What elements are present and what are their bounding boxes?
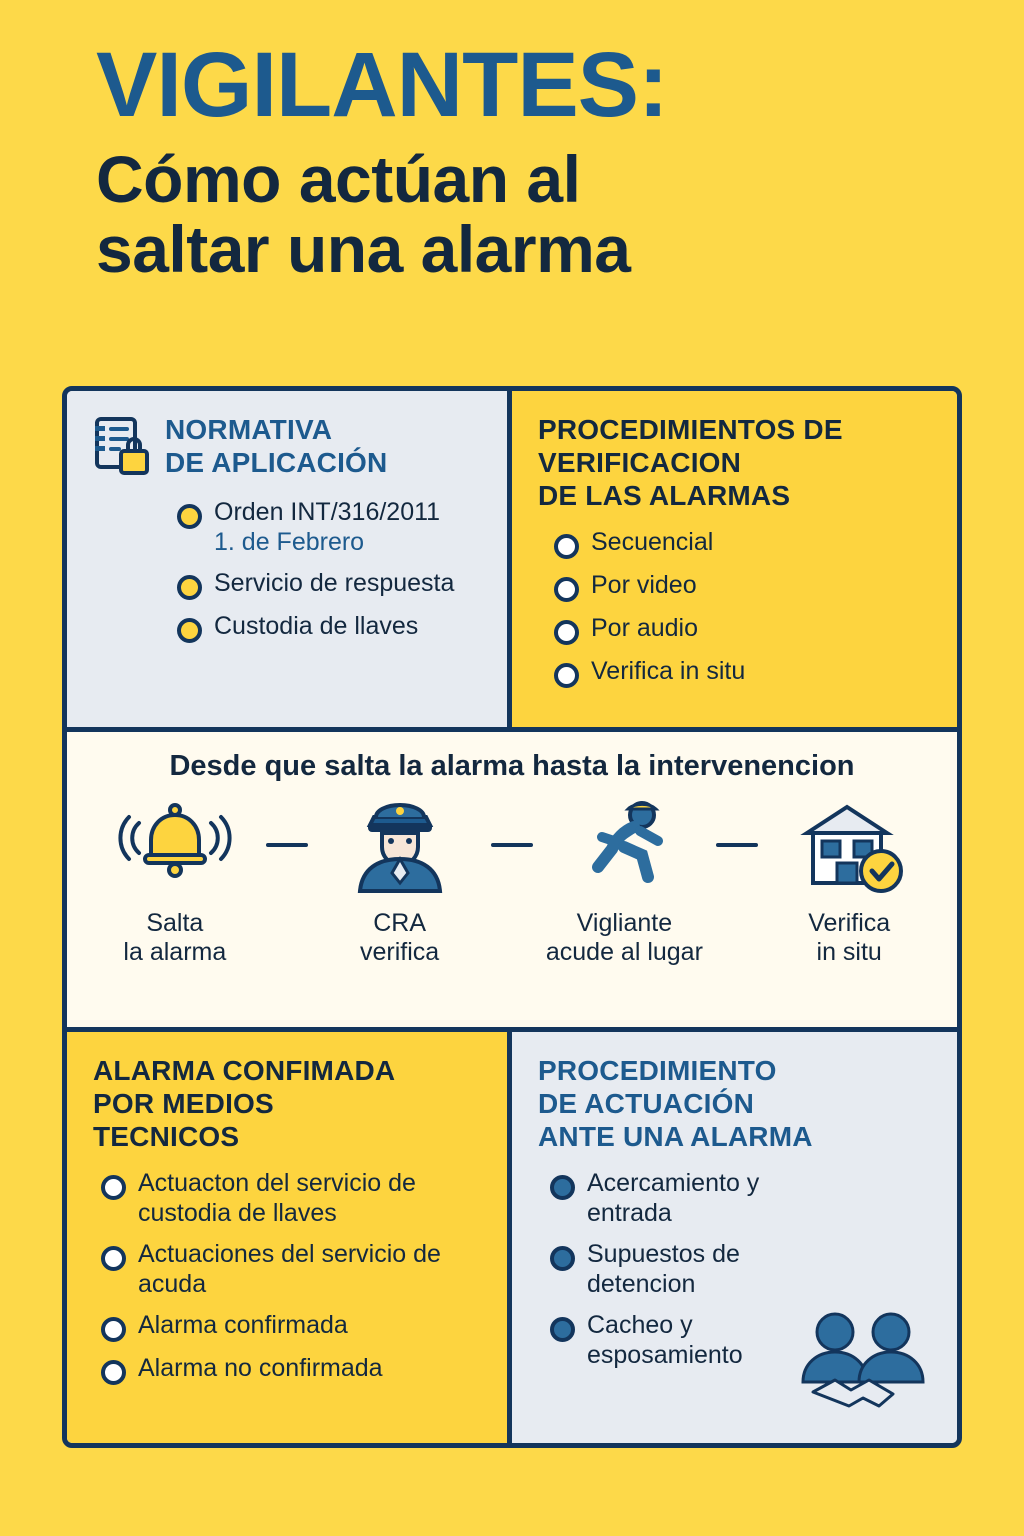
section-actuacion-title-line3: ANTE UNA ALARMA: [538, 1121, 813, 1153]
flow-step-label: [537, 909, 713, 967]
list-item-label: Servicio de respuesta: [214, 569, 455, 597]
list-item-sublabel: 1. de Febrero: [214, 527, 365, 556]
list-item: [177, 569, 481, 600]
bullet-icon: [550, 1175, 575, 1200]
bullet-icon: [101, 1360, 126, 1385]
alarm-bell-icon: [87, 793, 263, 897]
flow-step-label-line1: Verifica: [808, 909, 891, 937]
bullet-icon: [101, 1175, 126, 1200]
page-subtitle-line2: saltar una alarma: [96, 211, 631, 286]
list-item: [554, 614, 931, 645]
flow-step-alarm: [87, 793, 263, 967]
section-actuacion-title: [538, 1054, 931, 1153]
section-normativa-title: [165, 413, 387, 479]
list-item: [177, 498, 481, 557]
bullet-icon: [177, 575, 202, 600]
bullet-icon: [177, 504, 202, 529]
flow-step-verify: [761, 793, 937, 967]
list-item-label: Verifica in situ: [591, 657, 746, 686]
flow-step-label: [87, 909, 263, 967]
bullet-icon: [101, 1317, 126, 1342]
flow-step-label-line2: acude al lugar: [545, 937, 703, 966]
list-item-label: Orden INT/316/2011: [214, 498, 441, 526]
section-actuacion-title-line2: DE ACTUACIÓN: [538, 1088, 755, 1120]
bullet-icon: [554, 534, 579, 559]
section-normativa-header: [93, 413, 481, 482]
flow-step-label-line2: la alarma: [123, 937, 227, 966]
flow-step-label-line1: CRA: [373, 909, 427, 937]
section-confirmada-list: [101, 1169, 481, 1385]
flow-title: Desde que salta la alarma hasta la intervenencion: [169, 750, 855, 782]
section-confirmada-title-line3: TECNICOS: [93, 1121, 240, 1153]
title-block: [0, 0, 1024, 284]
section-confirmada-title-line2: POR MEDIOS: [93, 1088, 274, 1120]
list-item-label: Alarma confirmada: [138, 1311, 348, 1340]
section-verificacion-title: [538, 413, 931, 512]
section-verificacion-title-line3: DE LAS ALARMAS: [538, 480, 791, 512]
page-title: VIGILANTES:: [96, 34, 668, 136]
document-lock-icon: [93, 415, 151, 482]
section-confirmada-title: [93, 1054, 481, 1153]
list-item-label: Actuacton del servicio de custodia de llaves: [138, 1169, 416, 1227]
info-panel: [62, 386, 962, 1448]
list-item-label: Cacheo y esposamiento: [587, 1311, 743, 1369]
flow-connector: [487, 793, 536, 897]
list-item: [550, 1169, 850, 1228]
list-item: [101, 1354, 481, 1385]
section-confirmada: [67, 1032, 512, 1443]
section-flow: [67, 732, 957, 1032]
list-item-label: Por audio: [591, 614, 699, 643]
section-verificacion-title-line2: VERIFICACION: [538, 447, 742, 479]
section-actuacion: [512, 1032, 957, 1443]
people-handshake-icon: [783, 1306, 943, 1421]
section-verificacion-list: [554, 528, 931, 688]
flow-step-label: [312, 909, 488, 967]
flow-step-label-line1: Salta: [146, 909, 204, 937]
flow-step-label: [761, 909, 937, 967]
flow-step-label-line2: verifica: [360, 937, 440, 966]
section-normativa-list: [177, 498, 481, 643]
list-item-label: Acercamiento y entrada: [587, 1169, 760, 1227]
list-item: [554, 571, 931, 602]
section-normativa: [67, 391, 512, 727]
bullet-icon: [554, 577, 579, 602]
operator-officer-icon: [312, 793, 488, 897]
bullet-icon: [554, 663, 579, 688]
flow-connector: [712, 793, 761, 897]
page-subtitle: [96, 142, 856, 286]
flow-step-cra: [312, 793, 488, 967]
section-actuacion-title-line1: PROCEDIMIENTO: [538, 1055, 777, 1086]
list-item: [101, 1240, 481, 1299]
flow-step-guard: [537, 793, 713, 967]
list-item: [101, 1311, 481, 1342]
section-verificacion: [512, 391, 957, 727]
bullet-icon: [101, 1246, 126, 1271]
section-normativa-title-line1: NORMATIVA: [165, 414, 333, 445]
panel-row-bottom: [67, 1032, 957, 1443]
bullet-icon: [550, 1246, 575, 1271]
list-item: [177, 612, 481, 643]
building-check-icon: [761, 793, 937, 897]
list-item-label: Alarma no confirmada: [138, 1354, 383, 1383]
list-item: [550, 1240, 850, 1299]
panel-row-top: [67, 391, 957, 732]
list-item-label: Supuestos de detencion: [587, 1240, 740, 1298]
list-item: [554, 528, 931, 559]
section-normativa-title-line2: DE APLICACIÓN: [165, 447, 388, 479]
section-confirmada-title-line1: ALARMA CONFIMADA: [93, 1055, 396, 1086]
bullet-icon: [177, 618, 202, 643]
list-item: [101, 1169, 481, 1228]
list-item-label: Por video: [591, 571, 697, 600]
list-item: [554, 657, 931, 688]
flow-connector: [263, 793, 312, 897]
bullet-icon: [554, 620, 579, 645]
section-verificacion-title-line1: PROCEDIMIENTOS DE: [538, 414, 843, 445]
flow-steps: [87, 793, 937, 967]
flow-step-label-line2: in situ: [816, 937, 882, 966]
running-guard-icon: [537, 793, 713, 897]
flow-step-label-line1: Vigliante: [576, 909, 673, 937]
page-subtitle-line1: Cómo actúan al: [96, 142, 581, 217]
list-item-label: Secuencial: [591, 528, 714, 557]
list-item-label: Actuaciones del servicio de acuda: [138, 1240, 441, 1298]
list-item-label: Custodia de llaves: [214, 612, 419, 640]
bullet-icon: [550, 1317, 575, 1342]
